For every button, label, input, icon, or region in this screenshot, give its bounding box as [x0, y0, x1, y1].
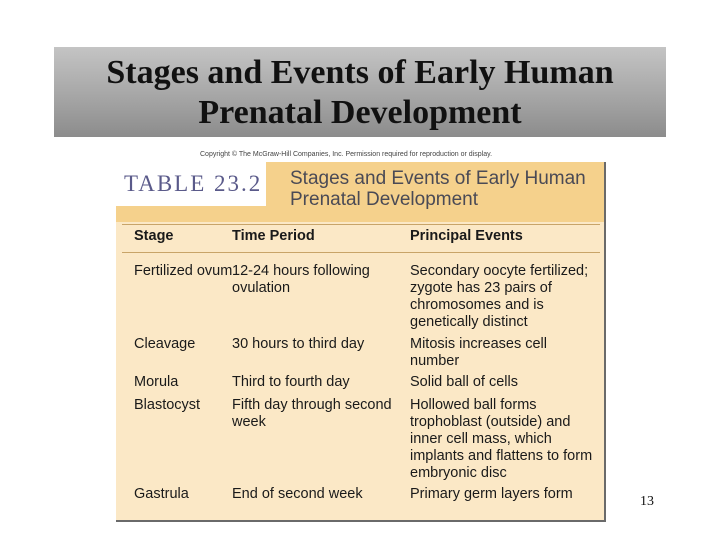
table-cell-principal-events: Solid ball of cells	[410, 374, 518, 390]
table-cell-stage: Blastocyst	[134, 397, 201, 413]
table-cell-principal-events: Secondary oocyte fertilized; zygote has 23 pairs of chromosomes and is genetically distinct	[410, 263, 589, 330]
events-table	[116, 162, 606, 522]
page-number: 13	[640, 494, 654, 509]
table-cell-stage: Cleavage	[134, 336, 196, 352]
table-cell-stage: Gastrula	[134, 486, 189, 502]
copyright-notice: Copyright © The McGraw-Hill Companies, Inc. Permission required for reproduction or display.	[200, 151, 493, 158]
table-cell-stage: Fertilized ovum	[134, 263, 233, 279]
table-cell-time-period: End of second week	[232, 486, 363, 502]
table-cell-principal-events: Mitosis increases cell number	[410, 336, 547, 369]
table-caption: Stages and Events of Early Human Prenatal Development	[290, 168, 586, 210]
table-cell-time-period: 30 hours to third day	[232, 336, 365, 352]
table-header	[116, 162, 604, 222]
table-cell-principal-events: Primary germ layers form	[410, 486, 573, 502]
title-bar	[54, 47, 666, 137]
table-cell-principal-events: Hollowed ball forms trophoblast (outside) and inner cell mass, which implants and flattens to form embryonic disc	[410, 397, 593, 481]
slide-title: Stages and Events of Early Human Prenatal Development	[106, 54, 614, 131]
header-bottom-rule	[122, 252, 600, 253]
table-cell-time-period: Fifth day through second week	[232, 397, 392, 430]
table-cell-time-period: Third to fourth day	[232, 374, 350, 390]
table-number: TABLE 23.2	[116, 162, 266, 206]
column-header-time-period: Time Period	[232, 228, 315, 244]
column-header-principal-events: Principal Events	[410, 228, 523, 244]
table-cell-time-period: 12-24 hours following ovulation	[232, 263, 370, 296]
header-top-rule	[122, 224, 600, 225]
column-header-stage: Stage	[134, 228, 174, 244]
table-cell-stage: Morula	[134, 374, 179, 390]
